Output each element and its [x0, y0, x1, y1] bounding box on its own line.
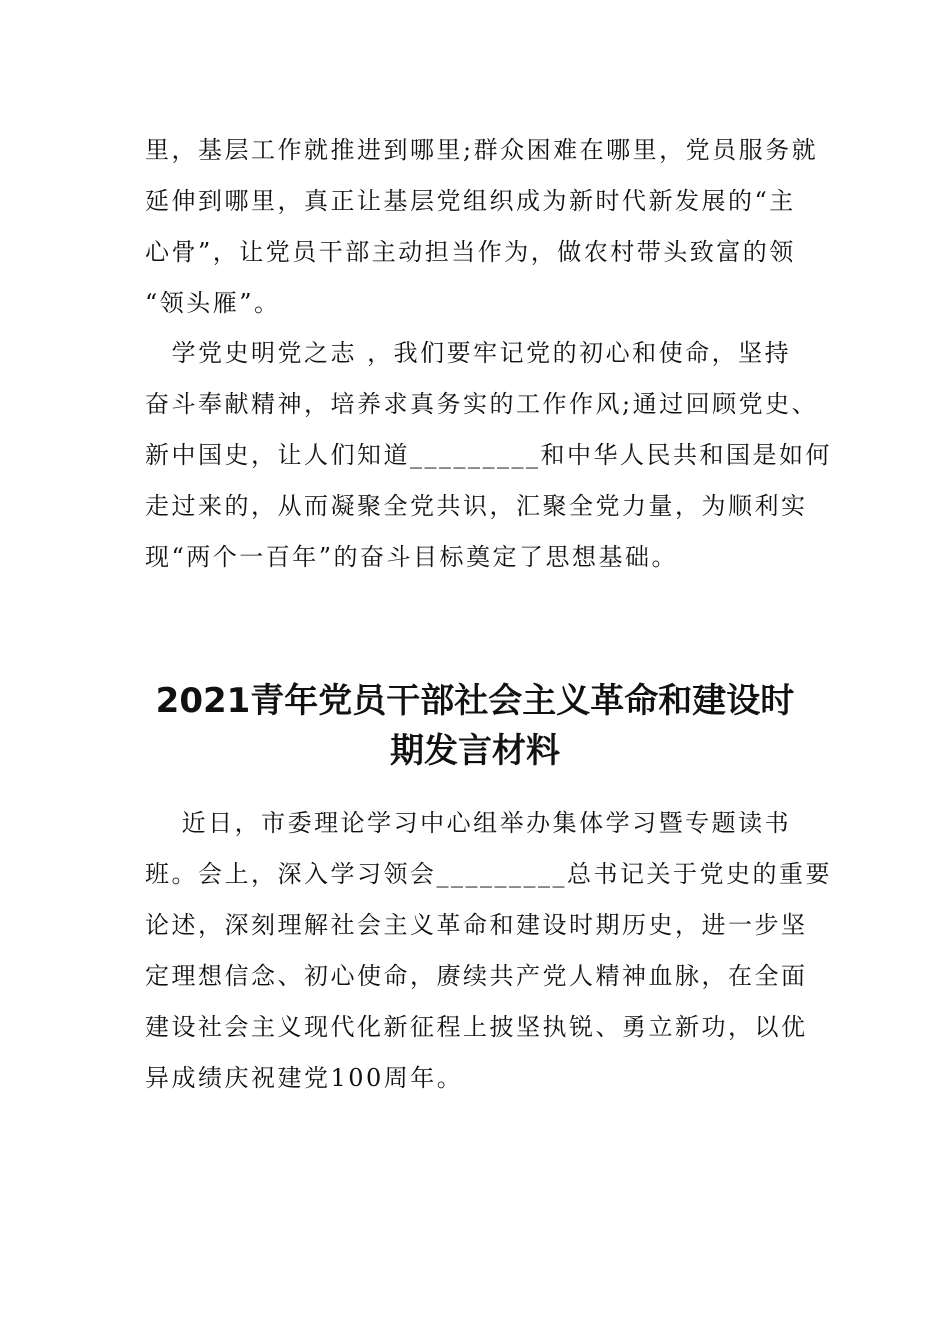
text-line: 新中国史，让人们知道_________和中华人民共和国是如何	[145, 441, 832, 469]
paragraph-study-session	[145, 798, 832, 1104]
text-line: 学党史明党之志 ，我们要牢记党的初心和使命，坚持	[145, 339, 792, 367]
text-line: 走过来的，从而凝聚全党共识，汇聚全党力量，为顺利实	[145, 492, 808, 520]
document-title-line-1: 2021青年党员干部社会主义革命和建设时	[155, 681, 795, 721]
document-title-line-2: 期发言材料	[390, 731, 560, 771]
text-line: 延伸到哪里，真正让基层党组织成为新时代新发展的“主	[145, 187, 796, 215]
text-line: 定理想信念、初心使命，赓续共产党人精神血脉，在全面	[145, 962, 808, 990]
text-line: 班。会上，深入学习领会_________总书记关于党史的重要	[145, 860, 832, 888]
text-line: 现“两个一百年”的奋斗目标奠定了思想基础。	[145, 543, 679, 571]
text-line: 异成绩庆祝建党100周年。	[145, 1064, 464, 1092]
text-line: 奋斗奉献精神，培养求真务实的工作作风;通过回顾党史、	[145, 390, 819, 418]
text-line: 近日，市委理论学习中心组举办集体学习暨专题读书	[145, 809, 792, 837]
text-line: 心骨”，让党员干部主动担当作为，做农村带头致富的领	[145, 238, 796, 266]
paragraph-party-history	[145, 328, 832, 583]
text-line: 里，基层工作就推进到哪里;群众困难在哪里，党员服务就	[145, 136, 819, 164]
paragraph-continuation	[145, 125, 819, 329]
text-line: 建设社会主义现代化新征程上披坚执锐、勇立新功，以优	[145, 1013, 808, 1041]
text-line: 论述，深刻理解社会主义革命和建设时期历史，进一步坚	[145, 911, 808, 939]
text-line: “领头雁”。	[145, 289, 281, 317]
